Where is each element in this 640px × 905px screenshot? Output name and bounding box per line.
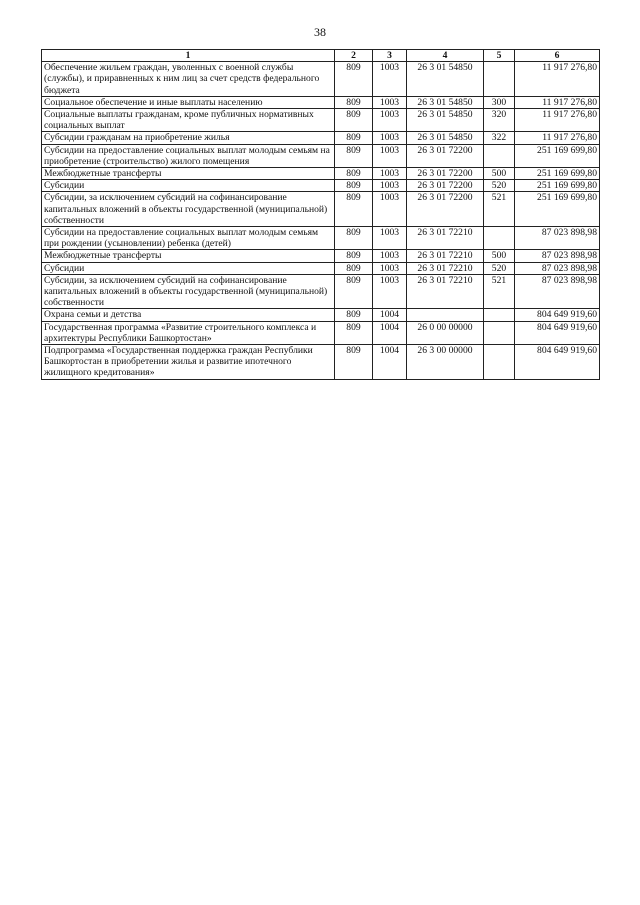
table-row [42, 109, 600, 132]
expense-type [484, 227, 515, 250]
page-number: 38 [314, 25, 326, 39]
ministry-code: 809 [335, 262, 373, 274]
section-code: 1003 [373, 180, 407, 192]
expense-type [484, 144, 515, 167]
expense-type: 300 [484, 96, 515, 108]
target-article: 26 3 01 54850 [407, 62, 484, 97]
table-row [42, 262, 600, 274]
table-row [42, 132, 600, 144]
section-code: 1003 [373, 262, 407, 274]
section-code: 1003 [373, 192, 407, 227]
ministry-code: 809 [335, 192, 373, 227]
target-article: 26 3 01 54850 [407, 109, 484, 132]
amount: 87 023 898,98 [515, 274, 600, 309]
expense-type: 500 [484, 168, 515, 180]
ministry-code: 809 [335, 345, 373, 380]
amount: 804 649 919,60 [515, 309, 600, 321]
section-code: 1003 [373, 274, 407, 309]
table-row [42, 274, 600, 309]
table-row [42, 345, 600, 380]
section-code: 1004 [373, 309, 407, 321]
expense-name: Государственная программа «Развитие строительного комплекса и архитектуры Республики Башкортостан» [42, 321, 335, 344]
ministry-code: 809 [335, 132, 373, 144]
ministry-code: 809 [335, 168, 373, 180]
target-article: 26 3 01 72200 [407, 144, 484, 167]
target-article: 26 3 01 72200 [407, 192, 484, 227]
expense-name: Субсидии на предоставление социальных выплат молодым семьям при рождении (усыновлении) ребенка (детей) [42, 227, 335, 250]
expense-type: 521 [484, 192, 515, 227]
table-row [42, 180, 600, 192]
table-row [42, 144, 600, 167]
target-article: 26 3 01 72210 [407, 274, 484, 309]
expense-name: Субсидии, за исключением субсидий на софинансирование капитальных вложений в объекты государственной (муниципальной) собственности [42, 192, 335, 227]
amount: 251 169 699,80 [515, 168, 600, 180]
section-code: 1003 [373, 62, 407, 97]
expense-name: Субсидии на предоставление социальных выплат молодым семьям на приобретение (строительство) жилого помещения [42, 144, 335, 167]
expense-name: Межбюджетные трансферты [42, 168, 335, 180]
expense-type [484, 321, 515, 344]
table-row [42, 321, 600, 344]
section-code: 1004 [373, 345, 407, 380]
expense-name: Социальные выплаты гражданам, кроме публичных нормативных социальных выплат [42, 109, 335, 132]
amount: 804 649 919,60 [515, 345, 600, 380]
target-article: 26 3 01 72210 [407, 227, 484, 250]
table-row [42, 250, 600, 262]
amount: 11 917 276,80 [515, 132, 600, 144]
target-article: 26 3 01 72210 [407, 262, 484, 274]
table-row [42, 62, 600, 97]
expense-type: 322 [484, 132, 515, 144]
target-article: 26 3 01 72210 [407, 250, 484, 262]
ministry-code: 809 [335, 144, 373, 167]
ministry-code: 809 [335, 180, 373, 192]
section-code: 1003 [373, 132, 407, 144]
column-header-5: 5 [484, 50, 515, 62]
expense-type [484, 62, 515, 97]
ministry-code: 809 [335, 227, 373, 250]
section-code: 1004 [373, 321, 407, 344]
target-article: 26 3 01 72200 [407, 168, 484, 180]
amount: 804 649 919,60 [515, 321, 600, 344]
table-body [42, 62, 600, 379]
target-article [407, 309, 484, 321]
column-header-3: 3 [373, 50, 407, 62]
expense-name: Обеспечение жильем граждан, уволенных с военной службы (службы), и приравненных к ним лиц за счет средств федерального бюджета [42, 62, 335, 97]
expense-type: 520 [484, 262, 515, 274]
table-row [42, 192, 600, 227]
expense-type [484, 309, 515, 321]
section-code: 1003 [373, 109, 407, 132]
expense-type: 320 [484, 109, 515, 132]
amount: 11 917 276,80 [515, 62, 600, 97]
amount: 11 917 276,80 [515, 109, 600, 132]
table-row [42, 96, 600, 108]
section-code: 1003 [373, 250, 407, 262]
ministry-code: 809 [335, 62, 373, 97]
expense-type: 500 [484, 250, 515, 262]
expense-name: Социальное обеспечение и иные выплаты населению [42, 96, 335, 108]
target-article: 26 3 01 54850 [407, 132, 484, 144]
column-header-4: 4 [407, 50, 484, 62]
expense-name: Субсидии [42, 180, 335, 192]
target-article: 26 3 01 54850 [407, 96, 484, 108]
expense-name: Межбюджетные трансферты [42, 250, 335, 262]
header-row [42, 50, 600, 62]
expense-name: Субсидии [42, 262, 335, 274]
ministry-code: 809 [335, 250, 373, 262]
expense-type [484, 345, 515, 380]
expense-type: 520 [484, 180, 515, 192]
expense-name: Подпрограмма «Государственная поддержка граждан Республики Башкортостан в приобретении жилья и развитие ипотечного жилищного кредитования» [42, 345, 335, 380]
column-header-1: 1 [42, 50, 335, 62]
table-row [42, 168, 600, 180]
ministry-code: 809 [335, 96, 373, 108]
expense-name: Субсидии, за исключением субсидий на софинансирование капитальных вложений в объекты государственной (муниципальной) собственности [42, 274, 335, 309]
ministry-code: 809 [335, 321, 373, 344]
section-code: 1003 [373, 168, 407, 180]
amount: 251 169 699,80 [515, 180, 600, 192]
table-row [42, 309, 600, 321]
table-row [42, 227, 600, 250]
column-header-6: 6 [515, 50, 600, 62]
ministry-code: 809 [335, 274, 373, 309]
column-header-2: 2 [335, 50, 373, 62]
ministry-code: 809 [335, 109, 373, 132]
section-code: 1003 [373, 96, 407, 108]
budget-table [41, 49, 600, 380]
target-article: 26 3 01 72200 [407, 180, 484, 192]
section-code: 1003 [373, 227, 407, 250]
amount: 87 023 898,98 [515, 262, 600, 274]
amount: 251 169 699,80 [515, 192, 600, 227]
amount: 87 023 898,98 [515, 227, 600, 250]
target-article: 26 3 00 00000 [407, 345, 484, 380]
target-article: 26 0 00 00000 [407, 321, 484, 344]
expense-name: Охрана семьи и детства [42, 309, 335, 321]
amount: 251 169 699,80 [515, 144, 600, 167]
amount: 87 023 898,98 [515, 250, 600, 262]
expense-type: 521 [484, 274, 515, 309]
amount: 11 917 276,80 [515, 96, 600, 108]
section-code: 1003 [373, 144, 407, 167]
expense-name: Субсидии гражданам на приобретение жилья [42, 132, 335, 144]
ministry-code: 809 [335, 309, 373, 321]
